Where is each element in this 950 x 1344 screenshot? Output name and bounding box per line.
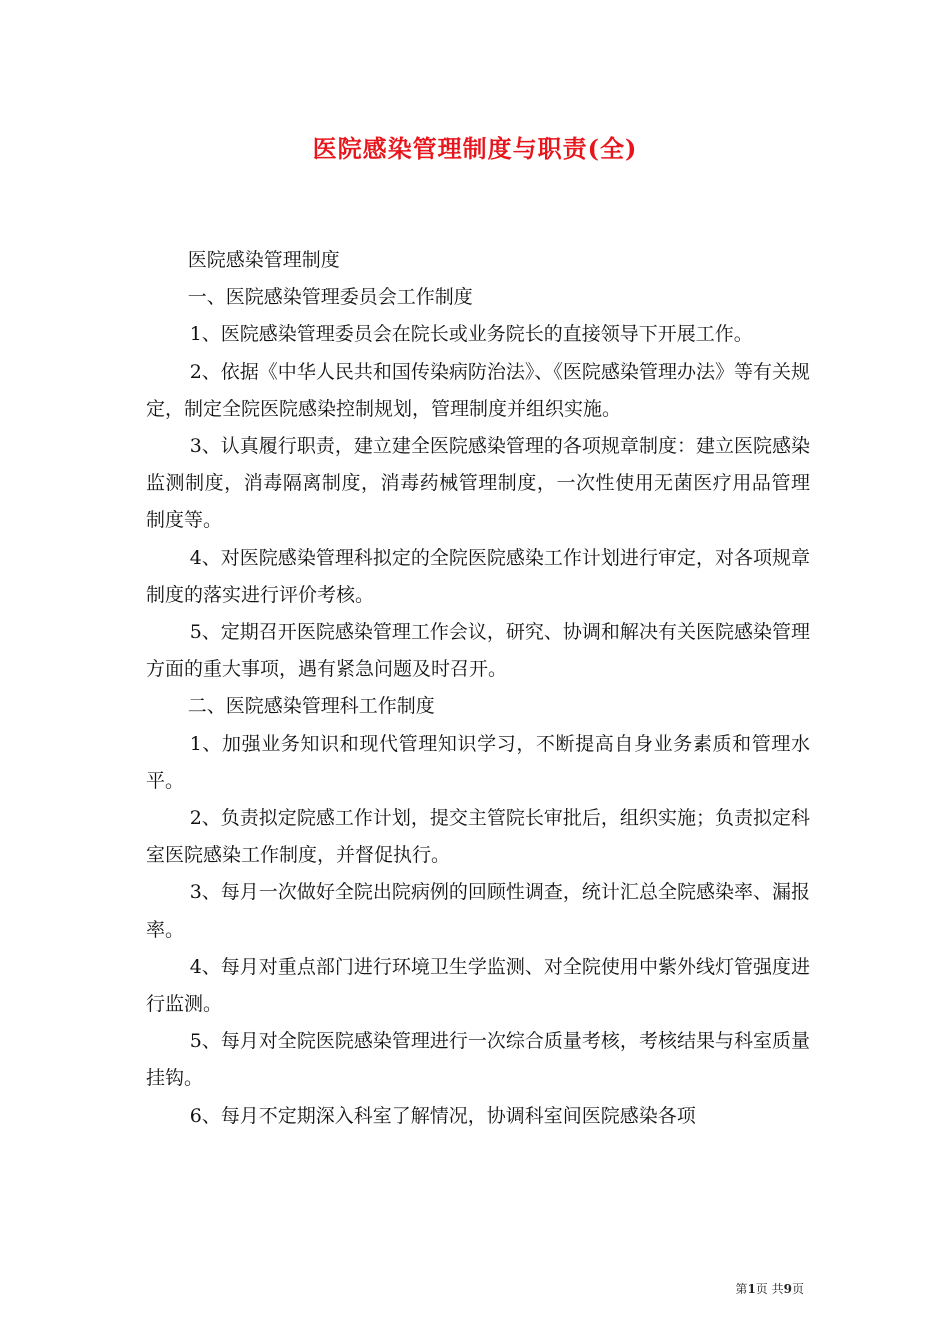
paragraph: 4、每月对重点部门进行环境卫生学监测、对全院使用中紫外线灯管强度进行监测。 — [146, 955, 810, 1016]
paragraph: 2、依据《中华人民共和国传染病防治法》、《医院感染管理办法》等有关规定，制定全院医院感染控制规划，管理制度并组织实施。 — [146, 360, 810, 420]
section-heading: 一、医院感染管理委员会工作制度 — [187, 286, 473, 309]
footer-prefix: 第 — [735, 1282, 748, 1296]
section-heading: 医院感染管理制度 — [187, 249, 340, 271]
total-pages-number: 9 — [783, 1282, 792, 1296]
paragraph: 1、医院感染管理委员会在院长或业务院长的直接领导下开展工作。 — [189, 323, 753, 346]
paragraph: 3、每月一次做好全院出院病例的回顾性调查，统计汇总全院感染率、漏报率。 — [146, 881, 810, 941]
paragraph: 2、负责拟定院感工作计划，提交主管院长审批后，组织实施；负责拟定科室医院感染工作制度，并督促执行。 — [146, 807, 810, 867]
paragraph: 6、每月不定期深入科室了解情况，协调科室间医院感染各项 — [189, 1104, 696, 1127]
page-number-footer — [735, 1280, 804, 1297]
paragraph: 1、加强业务知识和现代管理知识学习，不断提高自身业务素质和管理水平。 — [146, 732, 810, 792]
paragraph: 5、定期召开医院感染管理工作会议，研究、协调和解决有关医院感染管理方面的重大事项，遇有紧急问题及时召开。 — [146, 621, 810, 681]
paragraph: 5、每月对全院医院感染管理进行一次综合质量考核，考核结果与科室质量挂钩。 — [146, 1030, 810, 1090]
footer-middle: 页 共 — [755, 1282, 784, 1296]
document-title: 医院感染管理制度与职责(全) — [312, 134, 638, 163]
paragraph: 3、认真履行职责，建立建全医院感染管理的各项规章制度：建立医院感染监测制度，消毒隔离制度，消毒药械管理制度，一次性使用无菌医疗用品管理制度等。 — [146, 435, 810, 532]
section-heading: 二、医院感染管理科工作制度 — [187, 695, 435, 718]
footer-suffix: 页 — [791, 1282, 804, 1296]
document-body — [146, 242, 810, 1135]
paragraph: 4、对医院感染管理科拟定的全院医院感染工作计划进行审定，对各项规章制度的落实进行评价考核。 — [146, 546, 810, 606]
current-page-number: 1 — [747, 1282, 756, 1296]
